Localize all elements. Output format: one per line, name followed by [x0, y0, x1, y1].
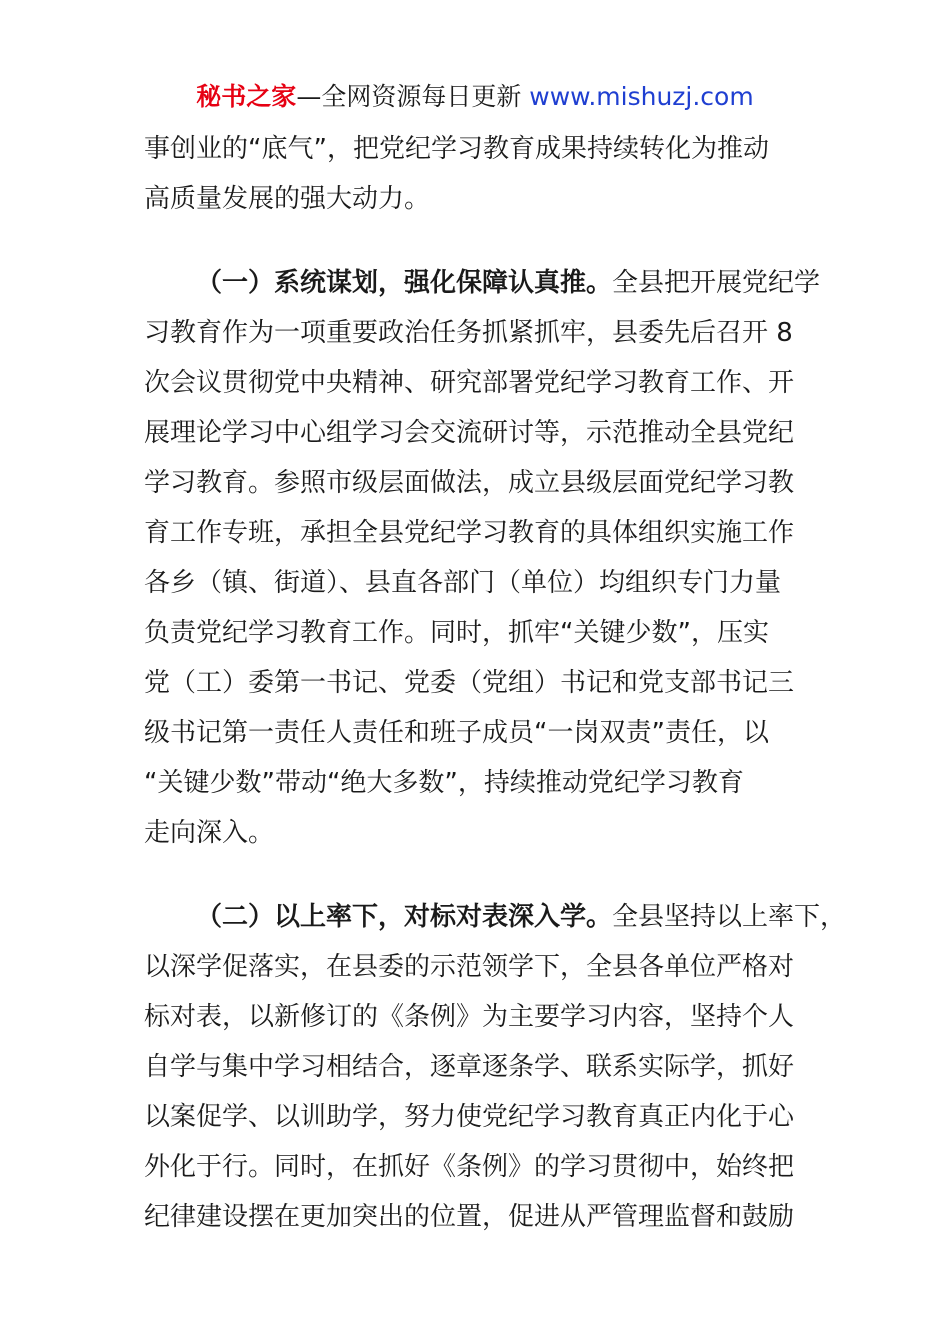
section-two-paragraph: [144, 892, 847, 1242]
site-url: www.mishuzj.com: [529, 82, 754, 111]
text-line: 事创业的“底气”，把党纪学习教育成果持续转化为推动: [144, 134, 769, 164]
text-line: 外化于行。同时，在抓好《条例》的学习贯彻中，始终把: [144, 1152, 795, 1182]
section-two-first-line: [144, 892, 847, 942]
text-line: 全县把开展党纪学: [612, 268, 821, 298]
text-line: 党（工）委第一书记、党委（党组）书记和党支部书记三: [144, 668, 795, 698]
text-line: 以深学促落实，在县委的示范领学下，全县各单位严格对: [144, 952, 795, 982]
text-line: 级书记第一责任人责任和班子成员“一岗双责”责任，以: [144, 718, 769, 748]
text-line: 自学与集中学习相结合，逐章逐条学、联系实际学，抓好: [144, 1052, 795, 1082]
section-one-paragraph: [144, 258, 821, 858]
text-line: “关键少数”带动“绝大多数”，持续推动党纪学习教育: [144, 768, 744, 798]
intro-paragraph: [144, 124, 814, 224]
text-line: 纪律建设摆在更加突出的位置，促进从严管理监督和鼓励: [144, 1202, 795, 1232]
text-line: 育工作专班，承担全县党纪学习教育的具体组织实施工作: [144, 518, 795, 548]
section-one-first-line: [144, 258, 821, 308]
text-line: 各乡（镇、街道）、县直各部门（单位）均组织专门力量: [144, 568, 782, 598]
text-line: 以案促学、以训助学，努力使党纪学习教育真正内化于心: [144, 1102, 795, 1132]
text-line: 学习教育。参照市级层面做法，成立县级层面党纪学习教: [144, 468, 795, 498]
header-tagline: —全网资源每日更新: [296, 82, 522, 111]
section-one-heading: （一）系统谋划，强化保障认真推。: [196, 268, 613, 298]
section-two-heading: （二）以上率下，对标对表深入学。: [196, 902, 613, 932]
text-line: 负责党纪学习教育工作。同时，抓牢“关键少数”，压实: [144, 618, 769, 648]
brand-name: 秘书之家: [196, 82, 297, 111]
page-header: [0, 80, 950, 114]
text-line: 习教育作为一项重要政治任务抓紧抓牢，县委先后召开 8: [144, 318, 793, 348]
text-line: 全县坚持以上率下，: [612, 902, 847, 932]
text-line: 高质量发展的强大动力。: [144, 184, 431, 214]
text-line: 次会议贯彻党中央精神、研究部署党纪学习教育工作、开: [144, 368, 795, 398]
text-line: 标对表，以新修订的《条例》为主要学习内容，坚持个人: [144, 1002, 795, 1032]
document-body: [144, 124, 847, 1242]
text-line: 展理论学习中心组学习会交流研讨等，示范推动全县党纪: [144, 418, 795, 448]
text-line: 走向深入。: [144, 818, 275, 848]
